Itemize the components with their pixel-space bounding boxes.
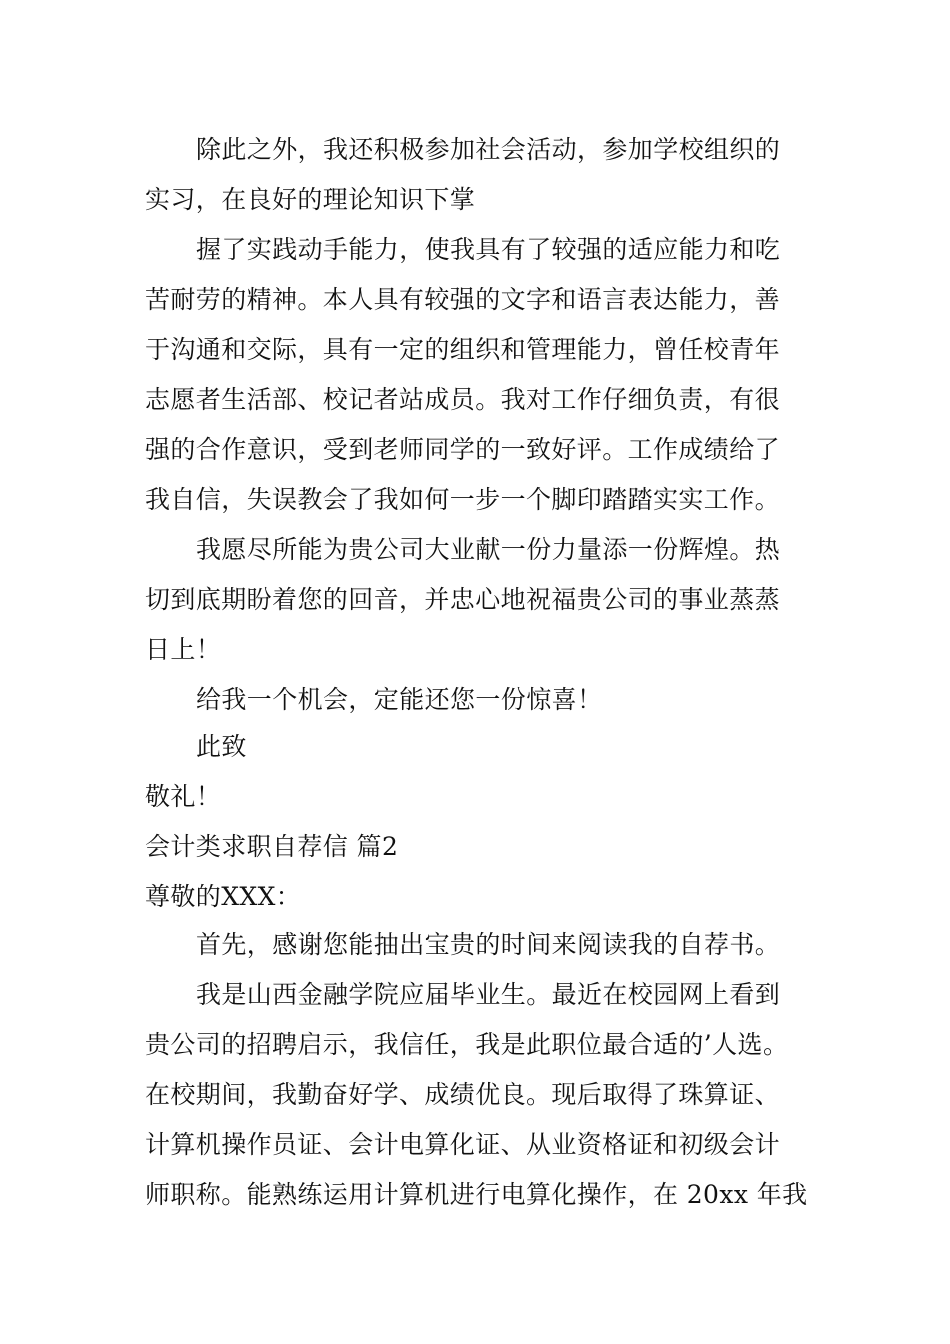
paragraph-line: 贵公司的招聘启示，我信任，我是此职位最合适的’人选。 <box>145 1030 789 1059</box>
paragraph-line: 志愿者生活部、校记者站成员。我对工作仔细负责，有很 <box>145 385 781 414</box>
paragraph-line: 给我一个机会，定能还您一份惊喜！ <box>196 685 603 714</box>
paragraph-line: 师职称。能熟练运用计算机进行电算化操作，在 20xx 年我 <box>145 1180 808 1209</box>
paragraph-line: 强的合作意识，受到老师同学的一致好评。工作成绩给了 <box>145 435 781 464</box>
paragraph-line: 日上！ <box>145 635 222 664</box>
closing-line: 敬礼！ <box>145 782 222 811</box>
paragraph-line: 我愿尽所能为贵公司大业献一份力量添一份辉煌。热 <box>196 535 781 564</box>
closing-line: 此致 <box>196 732 247 761</box>
salutation: 尊敬的XXX： <box>145 882 302 911</box>
paragraph-line: 切到底期盼着您的回音，并忠心地祝福贵公司的事业蒸蒸 <box>145 585 781 614</box>
section-title: 会计类求职自荐信 篇2 <box>145 832 399 861</box>
paragraph-line: 除此之外，我还积极参加社会活动，参加学校组织的 <box>196 135 781 164</box>
paragraph-line: 我自信，失误教会了我如何一步一个脚印踏踏实实工作。 <box>145 485 781 514</box>
paragraph-line: 首先，感谢您能抽出宝贵的时间来阅读我的自荐书。 <box>196 930 781 959</box>
paragraph-line: 计算机操作员证、会计电算化证、从业资格证和初级会计 <box>145 1130 781 1159</box>
paragraph-line: 实习，在良好的理论知识下掌 <box>145 185 476 214</box>
paragraph-line: 我是山西金融学院应届毕业生。最近在校园网上看到 <box>196 980 781 1009</box>
paragraph-line: 苦耐劳的精神。本人具有较强的文字和语言表达能力，善 <box>145 285 781 314</box>
paragraph-line: 握了实践动手能力，使我具有了较强的适应能力和吃 <box>196 235 781 264</box>
paragraph-line: 在校期间，我勤奋好学、成绩优良。现后取得了珠算证、 <box>145 1080 781 1109</box>
paragraph-line: 于沟通和交际，具有一定的组织和管理能力，曾任校青年 <box>145 335 781 364</box>
